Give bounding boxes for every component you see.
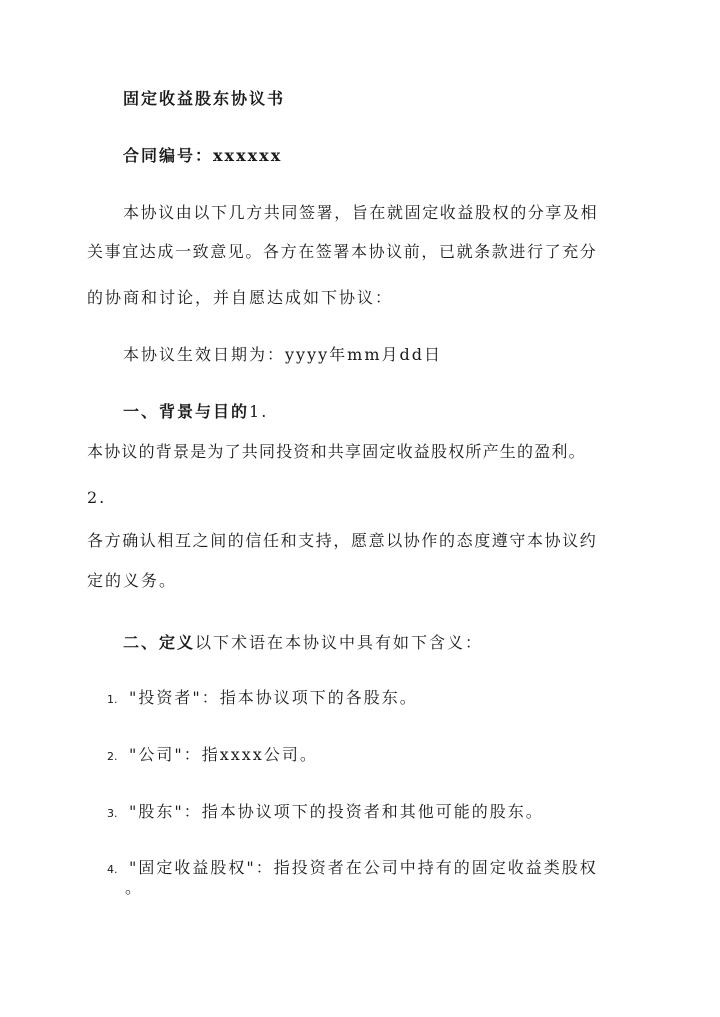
definition-text: "固定收益股权"：指投资者在公司中持有的固定收益类股权 [129, 858, 598, 877]
section-1-heading-line [123, 401, 268, 423]
list-number: 3. [107, 807, 118, 820]
effective-date: 本协议生效日期为：yyyy年mm月dd日 [123, 345, 442, 364]
definition-text: "股东"：指本协议项下的投资者和其他可能的股东。 [129, 802, 544, 821]
list-number: 4. [107, 863, 118, 876]
section-1-paragraph-2-line-1: 各方确认相互之间的信任和支持，愿意以协作的态度遵守本协议约 [87, 531, 598, 550]
section-2-heading-line [123, 632, 483, 654]
contract-number: 合同编号：xxxxxx [123, 146, 283, 165]
definition-item [107, 857, 598, 881]
intro-line-3: 的协商和讨论，并自愿达成如下协议： [87, 288, 394, 307]
list-number: 1. [107, 693, 118, 706]
definition-text: "投资者"：指本协议项下的各股东。 [129, 688, 418, 707]
section-1-paragraph-1: 本协议的背景是为了共同投资和共享固定收益股权所产生的盈利。 [87, 442, 586, 461]
section-2-heading-tail: 以下术语在本协议中具有如下含义： [195, 633, 484, 652]
definition-item [107, 801, 544, 825]
document-title: 固定收益股东协议书 [123, 89, 286, 108]
definition-item [107, 687, 418, 711]
section-2-heading: 二、定义 [123, 633, 196, 652]
definition-text: "公司"：指xxxx公司。 [129, 745, 318, 764]
list-number: 2. [107, 750, 118, 763]
intro-line-1: 本协议由以下几方共同签署，旨在就固定收益股权的分享及相 [123, 203, 599, 222]
section-1-item-num-1: 1. [249, 402, 269, 421]
definition-item [107, 744, 318, 768]
section-1-paragraph-2-line-2: 定的义务。 [87, 571, 178, 590]
section-1-item-num-2: 2. [87, 488, 107, 507]
section-1-heading: 一、背景与目的 [123, 402, 250, 421]
intro-line-2: 关事宜达成一致意见。各方在签署本协议前，已就条款进行了充分 [87, 242, 598, 261]
definition-text-continuation: 。 [125, 878, 144, 897]
